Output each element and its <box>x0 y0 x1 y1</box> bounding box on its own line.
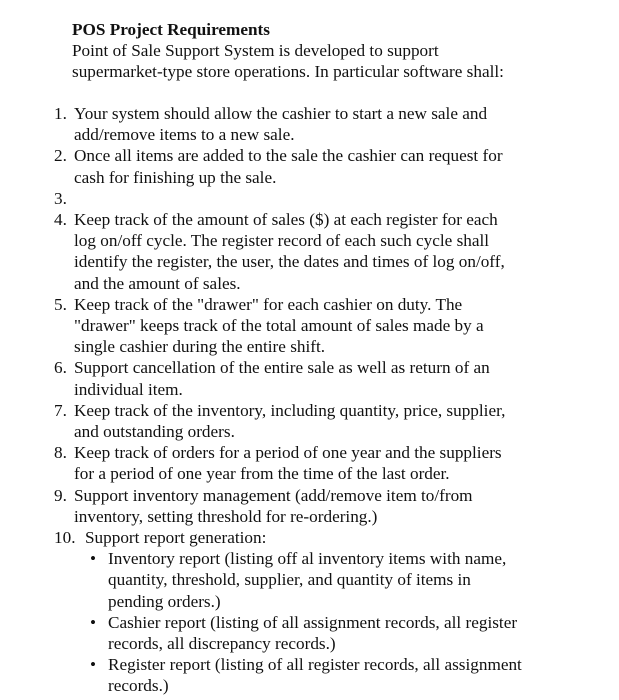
report-line: Cashier report (listing of all assignment records, all register <box>108 612 518 632</box>
requirement-number: 4. <box>54 210 67 230</box>
requirement-line: Keep track of the amount of sales ($) at each register for each <box>74 210 498 230</box>
requirement-number: 9. <box>54 485 67 505</box>
requirement-8 <box>0 442 619 484</box>
requirement-line: and outstanding orders. <box>74 422 235 442</box>
report-heading: Support report generation: <box>85 528 267 548</box>
requirement-line: add/remove items to a new sale. <box>74 125 295 145</box>
requirement-line: log on/off cycle. The register record of each such cycle shall <box>74 231 490 251</box>
requirement-line-empty <box>74 188 619 209</box>
requirement-line: for a period of one year from the time of the last order. <box>74 464 450 484</box>
requirement-line: Keep track of the "drawer" for each cashier on duty. The <box>74 294 463 314</box>
document-title: POS Project Requirements <box>72 20 270 39</box>
report-line: records.) <box>108 676 169 696</box>
intro-line: supermarket-type store operations. In particular software shall: <box>72 62 504 82</box>
requirement-line: individual item. <box>74 379 183 399</box>
requirements-list <box>0 103 619 697</box>
requirement-line: Keep track of orders for a period of one year and the suppliers <box>74 443 502 463</box>
requirement-line: identify the register, the user, the dates and times of log on/off, <box>74 252 505 272</box>
requirement-number: 10. <box>54 528 76 548</box>
requirement-line: cash for finishing up the sale. <box>74 167 277 187</box>
report-line: records, all discrepancy records.) <box>108 634 336 654</box>
requirement-line: Support inventory management (add/remove item to/from <box>74 485 473 505</box>
requirement-line: Keep track of the inventory, including quantity, price, supplier, <box>74 400 506 420</box>
bullet-icon: • <box>90 612 97 632</box>
report-item-inventory <box>0 548 619 612</box>
bullet-icon: • <box>90 549 97 569</box>
requirement-line: and the amount of sales. <box>74 273 241 293</box>
requirement-7 <box>0 400 619 442</box>
requirement-number: 5. <box>54 294 67 314</box>
report-line: Inventory report (listing off al inventory items with name, <box>108 549 507 569</box>
report-list <box>85 548 619 696</box>
requirement-number: 2. <box>54 146 67 166</box>
requirement-3 <box>0 188 619 209</box>
requirement-number: 7. <box>54 400 67 420</box>
requirement-line: Your system should allow the cashier to start a new sale and <box>74 104 488 123</box>
requirement-number: 1. <box>54 104 67 123</box>
intro-line: Point of Sale Support System is developed to support <box>72 41 439 60</box>
requirement-line: single cashier during the entire shift. <box>74 337 326 357</box>
requirement-2 <box>0 145 619 187</box>
requirement-line: Support cancellation of the entire sale as well as return of an <box>74 358 490 378</box>
requirement-number: 3. <box>54 188 67 208</box>
requirement-line: Once all items are added to the sale the cashier can request for <box>74 146 503 166</box>
requirement-5 <box>0 294 619 358</box>
requirement-4 <box>0 209 619 294</box>
requirement-9 <box>0 485 619 527</box>
bullet-icon: • <box>90 655 97 675</box>
intro-paragraph <box>72 40 592 82</box>
requirement-10 <box>0 527 619 697</box>
requirement-number: 8. <box>54 443 67 463</box>
requirement-number: 6. <box>54 358 67 378</box>
report-item-cashier <box>0 612 619 654</box>
report-line: pending orders.) <box>108 591 221 611</box>
requirement-1 <box>0 103 619 145</box>
report-item-register <box>0 654 619 696</box>
requirement-line: "drawer" keeps track of the total amount of sales made by a <box>74 316 484 336</box>
report-line: quantity, threshold, supplier, and quantity of items in <box>108 570 471 590</box>
report-line: Register report (listing of all register records, all assignment <box>108 655 522 675</box>
requirement-line: inventory, setting threshold for re-ordering.) <box>74 506 378 526</box>
requirement-6 <box>0 357 619 399</box>
